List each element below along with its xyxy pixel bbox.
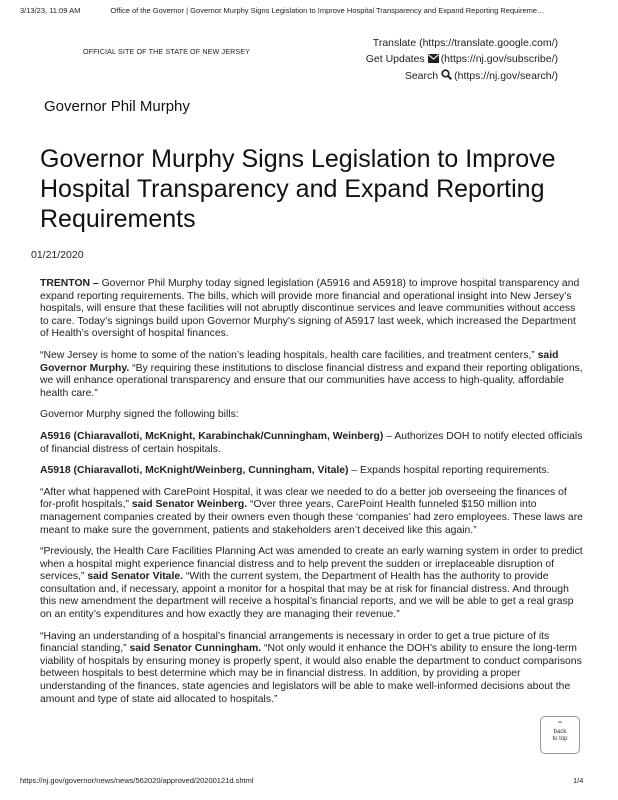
back-to-top-line2: to top (552, 736, 568, 742)
magnifier-icon (441, 69, 452, 80)
speaker-attribution: said Senator Weinberg. (131, 499, 248, 511)
article-paragraph: Governor Murphy signed the following bills: (40, 409, 239, 421)
search-url: (https://nj.gov/search/) (454, 70, 558, 82)
speaker-attribution: said Senator Vitale. (87, 571, 184, 583)
print-footer-page-number: 1/4 (573, 776, 584, 785)
print-footer-url: https://nj.gov/governor/news/news/562020/approved/20200121d.shtml (20, 776, 254, 785)
article-paragraph: “New Jersey is home to some of the nation’s leading hospitals, health care facilities, and treatment centers,” said Governor Murphy. “By requiring these institutions to disclose financial distress and expand their reporting obligations, we will enhance operational transparency and ensure that our communities have access to high-quality, affordable health care.” (40, 349, 583, 399)
bill-item: A5918 (Chiaravalloti, McKnight/Weinberg, Cunningham, Vitale) – Expands hospital reporting requirements. (40, 465, 550, 477)
bill-item: A5916 (Chiaravalloti, McKnight, Karabinchak/Cunningham, Weinberg) – Authorizes DOH to notify elected officials of financial distress of certain hospitals. (40, 430, 583, 455)
search-link[interactable] (405, 69, 558, 82)
bill-title: A5916 (Chiaravalloti, McKnight, Karabinchak/Cunningham, Weinberg) (40, 430, 384, 442)
article-paragraph: TRENTON – Governor Phil Murphy today signed legislation (A5916 and A5918) to improve hospital transparency and expand reporting requirements. The bills, which will provide more financial and operational insight into New Jersey’s hospitals, will ensure that these facilities will not abruptly discontinue services and leave communities without access to care. Today’s signings build upon Governor Murphy's signing of A5917 last week, which increased the Department of Health’s oversight of hospital finances. (40, 278, 580, 340)
get-updates-link[interactable] (366, 53, 558, 65)
official-site-label: OFFICIAL SITE OF THE STATE OF NEW JERSEY (83, 47, 251, 56)
translate-link[interactable]: Translate (https://translate.google.com/) (372, 37, 558, 49)
article-paragraph: “After what happened with CarePoint Hospital, it was clear we needed to do a better job overseeing the finances of for-profit hospitals,” said Senator Weinberg. “Over three years, CarePoint Health funneled $150 million into management companies created by their owners even though these ‘companies’ had zero employees. These laws are meant to make sure the government, patients and stakeholders aren’t deceived like this again.” (40, 486, 583, 536)
publish-date: 01/21/2020 (31, 249, 84, 261)
get-updates-label: Get Updates (365, 53, 425, 65)
search-label: Search (404, 70, 439, 82)
dateline: TRENTON – (40, 278, 99, 289)
article-body (40, 278, 585, 715)
article-paragraph: “Previously, the Health Care Facilities Planning Act was amended to create an early warning system in order to predict when a hospital might experience financial distress and to help prevent the sudden or irreplaceable disruption of services,” said Senator Vitale. “With the current system, the Department of Health has the authority to provide consultation and, if necessary, appoint a monitor for a hospital that may be at risk for financial distress. And through this new amendment the department will receive a hospital’s financial reports, and we will be able to get a real grasp on an entity’s expenditures and how exactly they are managing their revenue.” (40, 546, 583, 621)
print-datetime: 3/13/23, 11:09 AM (20, 6, 81, 15)
page-title: Governor Murphy Signs Legislation to Improve Hospital Transparency and Expand Reporting Requirements (40, 145, 556, 233)
speaker-attribution: said Governor Murphy. (40, 349, 559, 374)
back-to-top-line1: back (553, 729, 567, 735)
chevron-up-icon: ⌃ (556, 720, 564, 729)
get-updates-url: (https://nj.gov/subscribe/) (440, 53, 558, 65)
speaker-attribution: said Senator Cunningham. (129, 643, 262, 655)
print-header (20, 6, 600, 15)
article-paragraph: “Having an understanding of a hospital’s financial arrangements is necessary in order to get a true picture of its financial standing,” said Senator Cunningham. “Not only would it enhance the DOH’s ability to ensure the long-term viability of hospitals by ensuring money is properly spent, it would also enable the department to conduct comparisons between hospitals to best determine which may be in financial distress. In addition, by providing a proper understanding of the finances, state agencies and legislators will be able to make well-informed decisions about the amount and type of state aid allocated to hospitals.” (40, 630, 582, 705)
bill-title: A5918 (Chiaravalloti, McKnight/Weinberg, Cunningham, Vitale) (40, 465, 349, 477)
back-to-top-button[interactable] (540, 716, 580, 754)
governor-name[interactable]: Governor Phil Murphy (44, 98, 190, 115)
print-page-title: Office of the Governor | Governor Murphy Signs Legislation to Improve Hospital Transparency and Expand Reporting Requireme… (110, 6, 545, 15)
envelope-icon (428, 54, 439, 63)
